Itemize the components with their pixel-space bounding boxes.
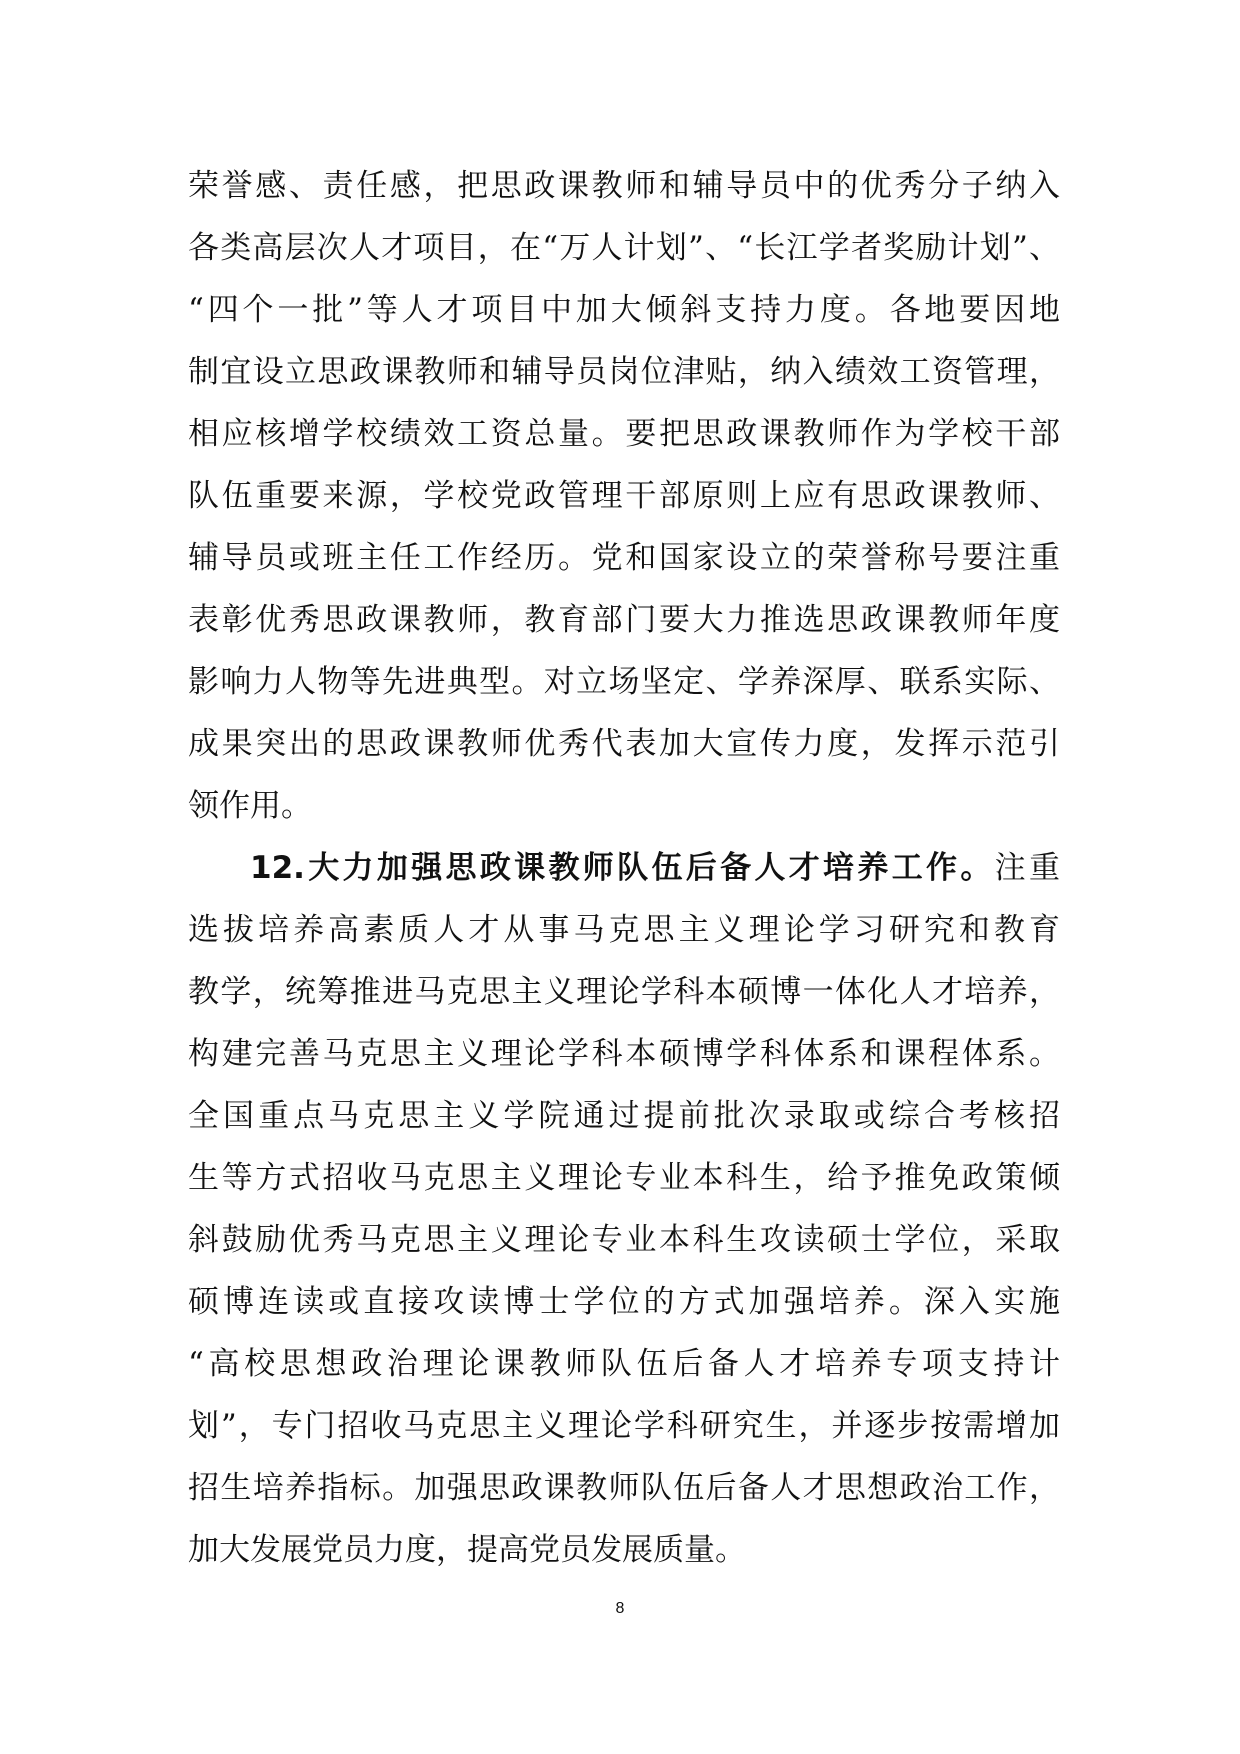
text-line: 斜鼓励优秀马克思主义理论专业本科生攻读硕士学位，采取 [188, 1222, 1060, 1258]
text-line: 各类高层次人才项目，在“万人计划”、“长江学者奖励计划”、 [188, 230, 1060, 266]
text-line: 全国重点马克思主义学院通过提前批次录取或综合考核招 [188, 1098, 1060, 1134]
text-line: 加大发展党员力度，提高党员发展质量。 [188, 1532, 746, 1568]
text-line: 辅导员或班主任工作经历。党和国家设立的荣誉称号要注重 [188, 540, 1060, 576]
body-text [188, 155, 1060, 1581]
section-heading: 12.大力加强思政课教师队伍后备人才培养工作。 [250, 850, 995, 886]
text-line: 相应核增学校绩效工资总量。要把思政课教师作为学校干部 [188, 416, 1060, 452]
text-line: 划”，专门招收马克思主义理论学科研究生，并逐步按需增加 [188, 1408, 1060, 1444]
text-line: 生等方式招收马克思主义理论专业本科生，给予推免政策倾 [188, 1160, 1060, 1196]
text-line: “四个一批”等人才项目中加大倾斜支持力度。各地要因地 [188, 292, 1060, 328]
text-line: 影响力人物等先进典型。对立场坚定、学养深厚、联系实际、 [188, 664, 1060, 700]
page-number: 8 [615, 1600, 625, 1617]
section-heading-line [188, 837, 1060, 899]
text-line: 表彰优秀思政课教师，教育部门要大力推选思政课教师年度 [188, 602, 1060, 638]
text-line: 选拔培养高素质人才从事马克思主义理论学习研究和教育 [188, 912, 1060, 948]
text-line: 成果突出的思政课教师优秀代表加大宣传力度，发挥示范引 [188, 726, 1060, 762]
heading-line-text: 注重 [994, 850, 1060, 886]
text-line: “高校思想政治理论课教师队伍后备人才培养专项支持计 [188, 1346, 1060, 1382]
text-line: 教学，统筹推进马克思主义理论学科本硕博一体化人才培养， [188, 974, 1060, 1010]
text-line: 制宜设立思政课教师和辅导员岗位津贴，纳入绩效工资管理， [188, 354, 1060, 390]
text-line: 领作用。 [188, 788, 312, 824]
text-line: 荣誉感、责任感，把思政课教师和辅导员中的优秀分子纳入 [188, 168, 1060, 204]
text-line: 招生培养指标。加强思政课教师队伍后备人才思想政治工作， [188, 1470, 1060, 1506]
text-line: 队伍重要来源，学校党政管理干部原则上应有思政课教师、 [188, 478, 1060, 514]
text-line: 构建完善马克思主义理论学科本硕博学科体系和课程体系。 [188, 1036, 1060, 1072]
text-line: 硕博连读或直接攻读博士学位的方式加强培养。深入实施 [188, 1284, 1060, 1320]
